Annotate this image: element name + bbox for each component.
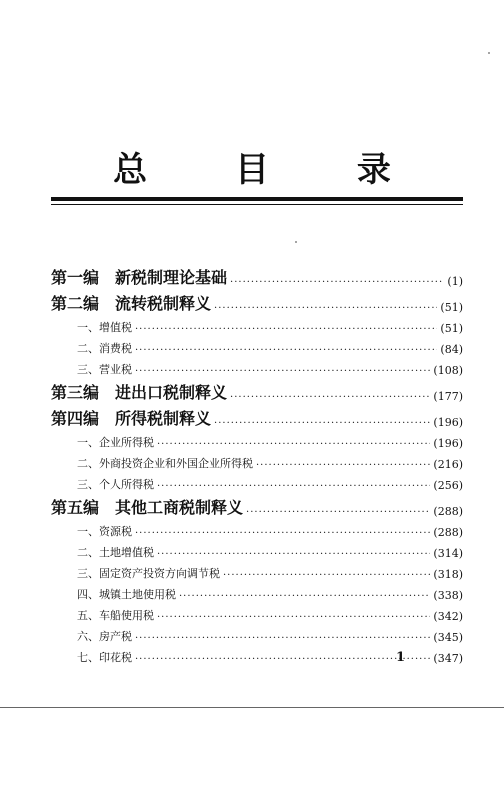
toc-section-row[interactable] (51, 602, 463, 623)
scan-edge-line (0, 707, 504, 708)
toc-leader-dots (135, 655, 430, 665)
toc-part-number: 第一编 (51, 268, 100, 287)
toc-leader-dots (135, 529, 430, 539)
toc-section-row[interactable] (51, 450, 463, 471)
title-rule-thick (51, 197, 463, 201)
page-number: 1 (396, 650, 406, 665)
toc-page-number: (84) (440, 343, 463, 356)
toc-page-number: (342) (433, 610, 463, 623)
toc-page-number: (196) (433, 437, 463, 450)
toc-entry-title: 三、固定资产投资方向调节税 (77, 567, 220, 580)
toc-leader-dots (135, 325, 437, 335)
toc-page-number: (288) (433, 505, 463, 518)
toc-section-row[interactable] (51, 560, 463, 581)
toc-page-number: (177) (433, 390, 463, 403)
toc-entry-title: 三、营业税 (77, 363, 132, 376)
toc-leader-dots (223, 571, 430, 581)
toc-leader-dots (157, 482, 430, 492)
toc-entry-title: 四、城镇土地使用税 (77, 588, 176, 601)
toc-entry-title: 进出口税制释义 (115, 383, 228, 402)
toc-leader-dots (157, 613, 430, 623)
toc-part-number: 第二编 (51, 294, 100, 313)
toc-page-number: (256) (433, 479, 463, 492)
toc-entry-title: 一、资源税 (77, 525, 132, 538)
toc-page-number: (314) (433, 547, 463, 560)
toc-entry-title: 新税制理论基础 (115, 268, 228, 287)
toc-leader-dots (135, 346, 437, 356)
toc-page-number: (108) (433, 364, 463, 377)
scan-speck (295, 241, 297, 243)
toc-entry-title: 所得税制释义 (115, 409, 212, 428)
toc-entry-title: 二、土地增值税 (77, 546, 154, 559)
toc-page-number: (51) (440, 301, 463, 314)
toc-leader-dots (135, 367, 430, 377)
toc-entry-title: 一、增值税 (77, 321, 132, 334)
toc-page-number: (1) (447, 275, 463, 288)
toc-leader-dots (230, 393, 430, 403)
toc-section-row[interactable] (51, 335, 463, 356)
toc-entry-title: 七、印花税 (77, 651, 132, 664)
page-title: 总 目 录 (113, 150, 429, 190)
toc-part-row[interactable] (51, 262, 463, 288)
toc-part-row[interactable] (51, 377, 463, 403)
toc-leader-dots (230, 278, 444, 288)
toc-section-row[interactable] (51, 429, 463, 450)
toc-page-number: (51) (440, 322, 463, 335)
toc-entry-title: 五、车船使用税 (77, 609, 154, 622)
toc-leader-dots (179, 592, 430, 602)
toc-leader-dots (246, 508, 430, 518)
toc-section-row[interactable] (51, 581, 463, 602)
toc-section-row[interactable] (51, 471, 463, 492)
toc-page-number: (347) (433, 652, 463, 665)
toc-leader-dots (157, 440, 430, 450)
toc-page-number: (196) (433, 416, 463, 429)
toc-entry-title: 二、消费税 (77, 342, 132, 355)
toc-leader-dots (256, 461, 430, 471)
toc-part-number: 第四编 (51, 409, 100, 428)
toc-page-number: (216) (433, 458, 463, 471)
toc-leader-dots (214, 419, 430, 429)
toc-page-number: (318) (433, 568, 463, 581)
toc-leader-dots (157, 550, 430, 560)
toc-entry-title: 流转税制释义 (115, 294, 212, 313)
table-of-contents (51, 262, 463, 665)
toc-leader-dots (135, 634, 430, 644)
toc-entry-title: 三、个人所得税 (77, 478, 154, 491)
toc-entry-title: 其他工商税制释义 (115, 498, 244, 517)
toc-section-row[interactable] (51, 539, 463, 560)
toc-part-row[interactable] (51, 492, 463, 518)
toc-part-number: 第三编 (51, 383, 100, 402)
scan-speck (488, 52, 490, 54)
toc-section-row[interactable] (51, 314, 463, 335)
toc-entry-title: 一、企业所得税 (77, 436, 154, 449)
toc-entry-title: 六、房产税 (77, 630, 132, 643)
toc-leader-dots (214, 304, 437, 314)
toc-section-row[interactable] (51, 623, 463, 644)
toc-page-number: (338) (433, 589, 463, 602)
toc-section-row[interactable] (51, 356, 463, 377)
toc-part-number: 第五编 (51, 498, 100, 517)
toc-page-number: (288) (433, 526, 463, 539)
toc-section-row[interactable] (51, 518, 463, 539)
title-rule-thin (51, 204, 463, 205)
toc-page-number: (345) (433, 631, 463, 644)
toc-part-row[interactable] (51, 288, 463, 314)
toc-entry-title: 二、外商投资企业和外国企业所得税 (77, 457, 253, 470)
toc-part-row[interactable] (51, 403, 463, 429)
